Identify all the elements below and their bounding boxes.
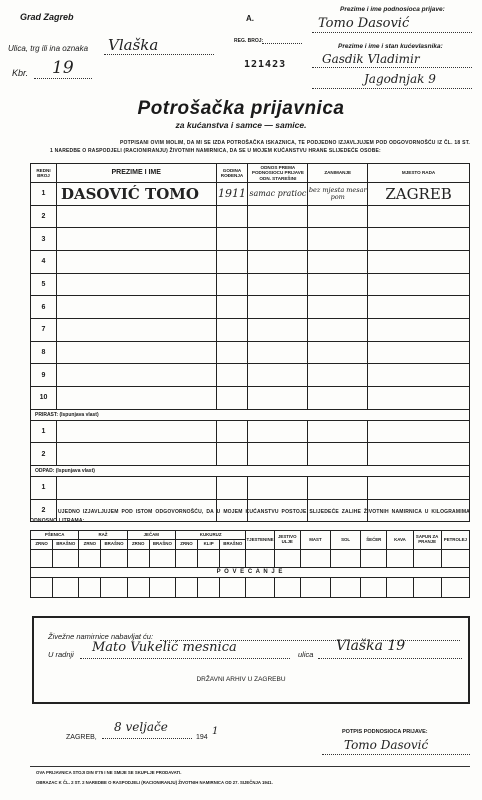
row-year: 1911	[216, 182, 248, 205]
supply-col-header: TJESTENINE	[246, 531, 274, 550]
landlord-underline	[312, 67, 472, 68]
col-relation-header: ODNOS PREMA PODNOSIOCU PRIJAVE ODN. STAREŠINI	[248, 164, 308, 183]
table-row	[31, 477, 470, 500]
street-label-purchase: ulica	[298, 650, 314, 659]
footer-note-2: OBRAZAC K ČL. 2 ST. 2 NAREDBE O RASPODJELI (RACIONIRANJU) ŽIVOTNIH NAMIRNICA OD 27. SIJEČNJA 1941.	[36, 780, 273, 785]
supply-sub-header: BRAŠNO	[101, 540, 127, 550]
col-num-header: REDNI BROJ	[31, 164, 57, 183]
row-num: 8	[31, 341, 57, 364]
date-value: 8 veljače	[114, 720, 168, 734]
supply-col-header: PETROLEJ	[441, 531, 469, 550]
row-work: ZAGREB	[368, 182, 470, 205]
shop-value: Mato Vukelić mesnica	[92, 640, 237, 655]
footer-divider	[30, 766, 470, 767]
applicant-underline	[312, 32, 472, 33]
table-row	[31, 318, 470, 341]
supply-sub-header: BRAŠNO	[220, 540, 246, 550]
departures-label: ODPAD: (Ispunjava vlast)	[31, 466, 470, 477]
date-underline	[102, 738, 192, 739]
table-row	[31, 420, 470, 443]
row-num: 4	[31, 250, 57, 273]
departures-header-row	[31, 466, 470, 477]
row-relation: samac pratioc	[248, 182, 308, 205]
col-name-header: PREZIME I IME	[56, 164, 216, 183]
landlord-address-underline	[312, 88, 472, 89]
purchase-street-value: Vlaška 19	[336, 638, 406, 654]
row-num: 6	[31, 296, 57, 319]
supply-sub-header: ZRNO	[127, 540, 149, 550]
row-num: 9	[31, 364, 57, 387]
row-num: 2	[31, 443, 57, 466]
table-row	[31, 228, 470, 251]
reg-number: 121423	[244, 59, 287, 70]
table-row	[31, 250, 470, 273]
house-underline	[34, 78, 92, 79]
signature: Tomo Dasović	[344, 738, 429, 752]
signature-underline	[322, 754, 470, 755]
row-num: 1	[31, 420, 57, 443]
landlord-value: Gasdik Vladimir	[322, 52, 420, 66]
table-row	[31, 387, 470, 410]
supply-col-header: KAVA	[387, 531, 413, 550]
year-label: 194	[196, 734, 208, 741]
reg-underline	[262, 43, 302, 44]
supply-col-header: MAST	[300, 531, 330, 550]
purchase-street-underline	[318, 658, 462, 659]
supply-sub-header: ZRNO	[31, 540, 53, 550]
supply-col-header: SOL	[331, 531, 361, 550]
row-num: 1	[31, 477, 57, 500]
row-num: 2	[31, 499, 57, 522]
supply-col-header: SAPUN ZA PRANJE	[413, 531, 441, 550]
house-label: Kbr.	[12, 68, 29, 78]
supply-group-header: RAŽ	[79, 531, 127, 540]
supplies-intro: UJEDNO IZJAVLJUJEM POD ISTOM ODGOVORNOŠĆU, DA U MOJEM KUĆANSTVU POSTOJE SLIJEDEĆE ZALIHE ŽIVOTNIH NAMIRNICA U KILOGRAMIMA ODNOSNO LITRAMA:	[30, 509, 470, 524]
year-digit: 1	[212, 726, 219, 737]
table-row	[31, 364, 470, 387]
row-name: DASOVIĆ TOMO	[56, 182, 216, 205]
table-row	[31, 273, 470, 296]
row-num: 5	[31, 273, 57, 296]
col-year-header: GODINA ROĐENJA	[216, 164, 248, 183]
form-subtitle: za kućanstva i samce — samice.	[175, 120, 307, 130]
street-underline	[104, 54, 214, 55]
purchase-box	[32, 616, 470, 704]
supply-sub-header: ZRNO	[175, 540, 197, 550]
shop-label: U radnji	[48, 650, 74, 659]
supply-sub-header: BRAŠNO	[53, 540, 79, 550]
footer-note-1: OVA PRIJAVNICA STOJI DIN 0'75 I NE SMIJE SE SKUPLJE PRODAVATI.	[36, 770, 182, 775]
col-work-header: MJESTO RADA	[368, 164, 470, 183]
landlord-label: Prezime i ime i stan kućevlasnika:	[338, 43, 443, 50]
supply-col-header: JESTIVO ULJE	[274, 531, 300, 550]
arrivals-label: PRIRAST: (Ispunjava vlast)	[31, 409, 470, 420]
street-value: Vlaška	[108, 36, 159, 54]
supply-group-header: JEČAM	[127, 531, 175, 540]
supplies-table	[30, 530, 470, 598]
applicant-value: Tomo Dasović	[318, 16, 410, 31]
row-num: 7	[31, 318, 57, 341]
purchase-label: Živežne namirnice nabavljat ću:	[48, 632, 154, 641]
persons-table	[30, 163, 470, 522]
supply-sub-header: KLIP	[198, 540, 220, 550]
table-row	[31, 205, 470, 228]
applicant-label: Prezime i ime podnosioca prijave:	[340, 6, 445, 13]
table-row	[31, 443, 470, 466]
form-title: Potrošačka prijavnica	[137, 98, 345, 119]
place-label: ZAGREB,	[66, 734, 97, 741]
section-letter: A.	[246, 14, 254, 23]
intro-text: POTPISANI OVIM MOLIM, DA MI SE IZDA POTROŠAČKA ISKAZNICA, TE PODJEDNO IZJAVLJUJEM POD ODGOVORNOŠĆU IZ ČL. 18 ST. 1 NAREDBE O RASPODJELI (RACIONIRANJU) ŽIVOTNIH NAMIRNICA, DA SE U MOJEM KUĆANSTVU HRANE SLIJEDEĆE OSOBE:	[50, 140, 470, 155]
supply-row	[31, 550, 470, 568]
city-label: Grad Zagreb	[20, 12, 74, 22]
shop-underline	[80, 658, 290, 659]
house-value: 19	[52, 58, 74, 78]
supply-group-header: KUKURUZ	[175, 531, 245, 540]
supply-sub-header: BRAŠNO	[149, 540, 175, 550]
archive-stamp: DRŽAVNI ARHIV U ZAGREBU	[196, 676, 286, 683]
table-row	[31, 296, 470, 319]
col-job-header: ZANIMANJE	[308, 164, 368, 183]
supply-group-header: PŠENICA	[31, 531, 79, 540]
landlord-address: Jagodnjak 9	[364, 72, 436, 86]
row-num: 1	[31, 182, 57, 205]
increase-label: P O V E Ć A N J E	[31, 568, 470, 578]
street-label: Ulica, trg ili ina oznaka	[8, 44, 89, 53]
reg-label: REG. BROJ:	[234, 38, 264, 44]
arrivals-header-row	[31, 409, 470, 420]
row-num: 10	[31, 387, 57, 410]
signature-label: POTPIS PODNOSIOCA PRIJAVE:	[342, 729, 428, 735]
table-row	[31, 341, 470, 364]
table-row	[31, 182, 470, 205]
supply-col-header: ŠEĆER	[361, 531, 387, 550]
supply-row	[31, 578, 470, 598]
row-num: 2	[31, 205, 57, 228]
supply-sub-header: ZRNO	[79, 540, 101, 550]
row-job: bez mjesta mesar pom	[308, 182, 368, 205]
row-num: 3	[31, 228, 57, 251]
